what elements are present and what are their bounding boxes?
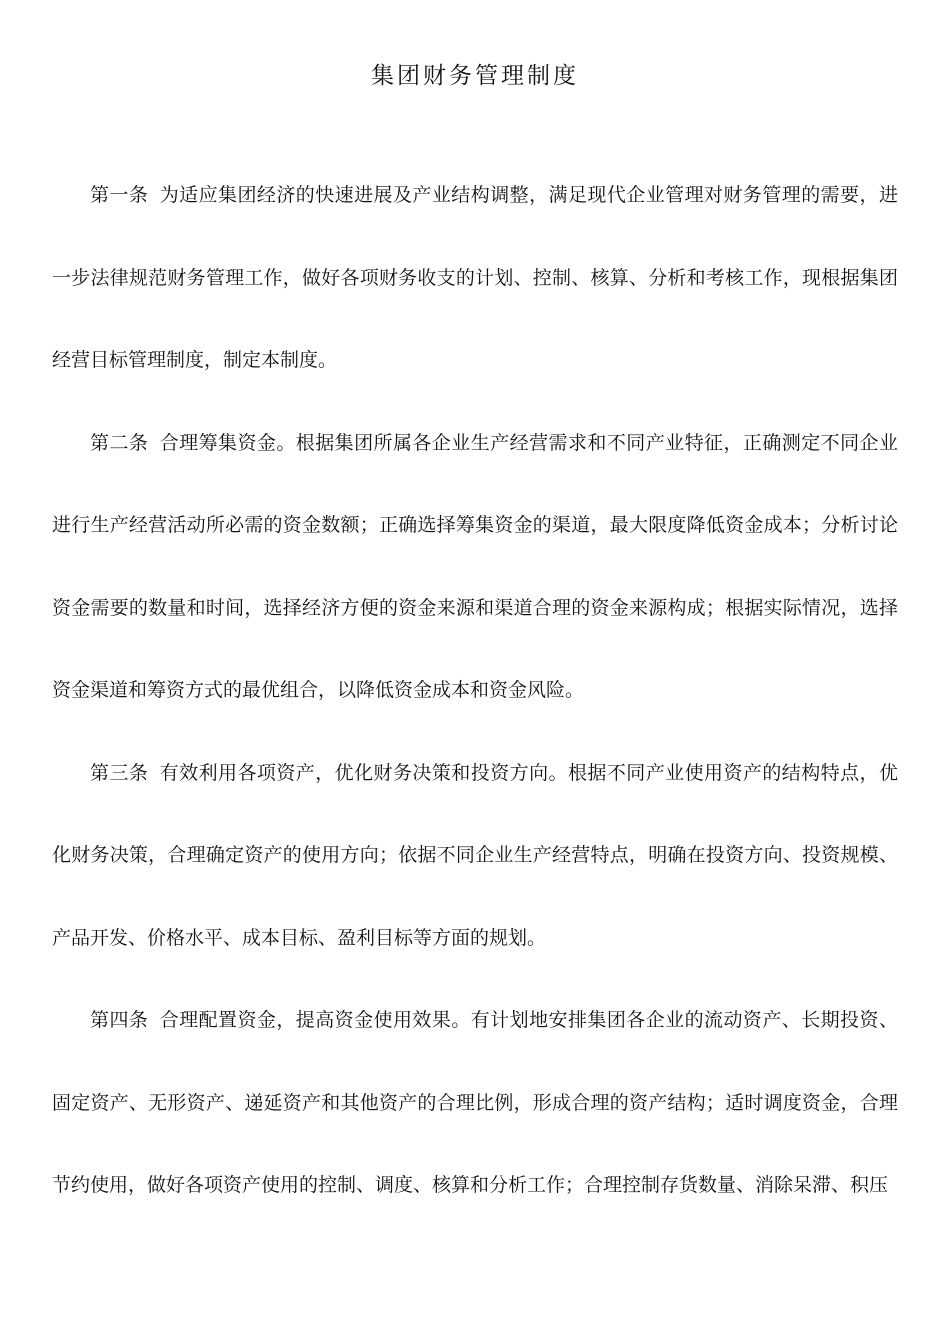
article-1 — [52, 154, 898, 402]
document-title: 集团财务管理制度 — [371, 63, 579, 89]
article-text: 合理筹集资金。根据集团所属各企业生产经营需求和不同产业特征，正确测定不同企业进行生产经营活动所必需的资金数额；正确选择筹集资金的渠道，最大限度降低资金成本；分析讨论资金需要的数量和时间，选择经济方便的资金来源和渠道合理的资金来源构成；根据实际情况，选择资金渠道和筹资方式的最优组合，以降低资金成本和资金风险。 — [52, 431, 898, 701]
article-text: 为适应集团经济的快速进展及产业结构调整，满足现代企业管理对财务管理的需要，进一步法律规范财务管理工作，做好各项财务收支的计划、控制、核算、分析和考核工作，现根据集团经营目标管理制度，制定本制度。 — [52, 184, 898, 371]
article-number: 第一条 — [90, 184, 149, 206]
article-number: 第三条 — [90, 761, 149, 784]
document-body — [52, 154, 898, 1227]
article-2 — [52, 402, 898, 732]
article-number: 第二条 — [90, 431, 149, 454]
article-number: 第四条 — [90, 1009, 149, 1031]
article-3 — [52, 732, 898, 980]
article-text: 合理配置资金，提高资金使用效果。有计划地安排集团各企业的流动资产、长期投资、固定资产、无形资产、递延资产和其他资产的合理比例，形成合理的资产结构；适时调度资金，合理节约使用，做好各项资产使用的控制、调度、核算和分析工作；合理控制存货数量、消除呆滞、积压 — [52, 1009, 898, 1196]
article-text: 有效利用各项资产，优化财务决策和投资方向。根据不同产业使用资产的结构特点，优化财务决策，合理确定资产的使用方向；依据不同企业生产经营特点，明确在投资方向、投资规模、产品开发、价格水平、成本目标、盈利目标等方面的规划。 — [52, 761, 898, 949]
article-4 — [52, 979, 898, 1227]
